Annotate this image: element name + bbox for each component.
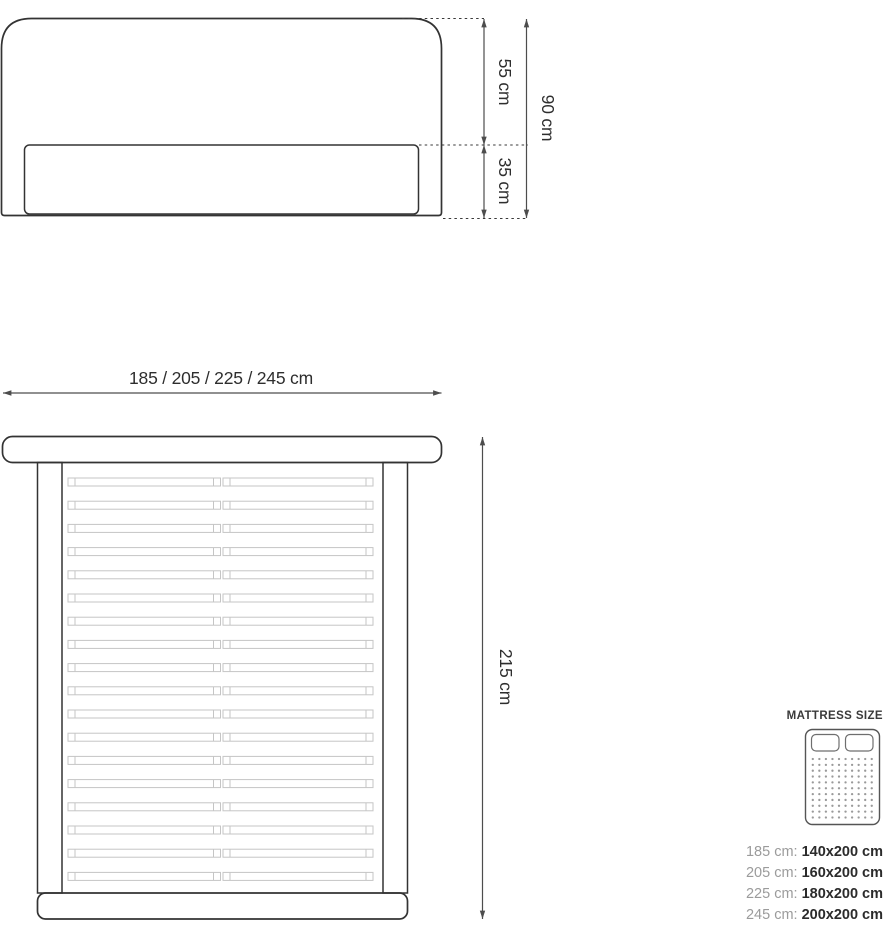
slat — [68, 478, 373, 486]
bed-base-front-outline — [25, 145, 419, 214]
size-row — [746, 844, 883, 860]
dim-label-90: 90 cm — [538, 94, 558, 142]
size-row — [746, 886, 883, 902]
mattress-size-panel — [746, 710, 883, 923]
slat — [68, 594, 373, 602]
pillow-left-icon — [812, 735, 840, 752]
frame-width-label: 225 cm: — [745, 886, 798, 902]
mattress-size-value: 200x200 cm — [801, 907, 883, 923]
size-row — [746, 907, 883, 923]
slat — [68, 803, 373, 811]
frame-width-label: 245 cm: — [745, 907, 798, 923]
mattress-dots — [812, 758, 873, 819]
mattress-size-value: 180x200 cm — [801, 886, 883, 902]
slat — [68, 640, 373, 648]
plan-view — [3, 368, 517, 919]
slat — [68, 872, 373, 880]
pillow-right-icon — [846, 735, 874, 752]
slat — [68, 664, 373, 672]
dim-label-35: 35 cm — [495, 157, 515, 205]
slat — [68, 780, 373, 788]
slat — [68, 849, 373, 857]
slat — [68, 548, 373, 556]
front-view — [2, 19, 559, 219]
slat — [68, 524, 373, 532]
slat — [68, 710, 373, 718]
headboard-outline — [2, 19, 442, 216]
slat — [68, 687, 373, 695]
frame-width-label: 185 cm: — [745, 844, 798, 860]
frame-width-label: 205 cm: — [745, 865, 798, 881]
slat — [68, 617, 373, 625]
side-rail-left — [38, 463, 63, 894]
mattress-size-value: 160x200 cm — [801, 865, 883, 881]
slat — [68, 826, 373, 834]
dim-label-width: 185 / 205 / 225 / 245 cm — [129, 368, 313, 388]
slat — [68, 571, 373, 579]
slats-area — [68, 478, 373, 880]
size-row — [746, 865, 883, 881]
side-rail-right — [383, 463, 408, 894]
dim-label-length: 215 cm — [496, 648, 516, 706]
mattress-size-value: 140x200 cm — [801, 844, 883, 860]
mattress-size-list — [746, 844, 883, 923]
dim-label-55: 55 cm — [495, 58, 515, 106]
slat — [68, 501, 373, 509]
mattress-panel-title: MATTRESS SIZE — [786, 710, 883, 722]
double-mattress-icon — [806, 730, 880, 825]
headboard-top-view — [3, 437, 442, 463]
slat — [68, 733, 373, 741]
slat — [68, 756, 373, 764]
footboard-top-view — [38, 893, 408, 919]
